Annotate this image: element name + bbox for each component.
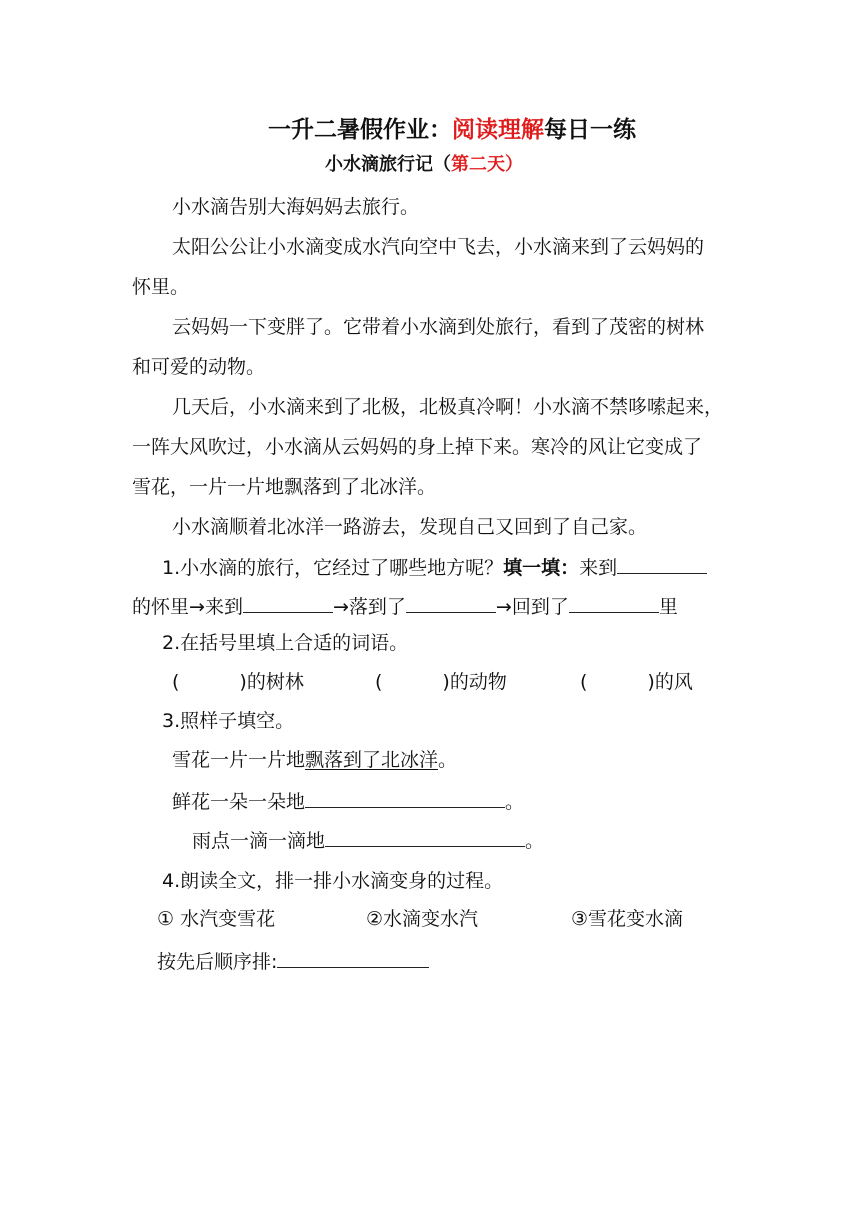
open-paren: ( [580,671,588,693]
raindrops-prompt: 雨点一滴一滴地 [192,830,326,852]
answer-blank-2[interactable] [243,592,333,613]
item-label-forest: 的树林 [246,671,304,693]
question-1-prompt: 1.小水滴的旅行，它经过了哪些地方呢？ [162,557,504,579]
question-2-item-1 [172,670,304,694]
answer-blank-4[interactable] [569,592,659,613]
item-label-wind: 的风 [654,671,693,693]
passage-paragraph-5: 小水滴顺着北冰洋一路游去，发现自己又回到了自己家。 [172,516,648,538]
story-title [325,153,523,177]
fill-in-label: 填一填： [503,557,580,579]
passage-paragraph-3-line-1: 云妈妈一下变胖了。它带着小水滴到处旅行，看到了茂密的树林 [172,316,705,338]
open-paren: ( [375,671,383,693]
question-1-segment-inside: 里 [658,596,678,618]
question-1-segment-return-to: 回到了 [511,596,569,618]
page-title [268,118,636,142]
story-title-day: 第二天） [451,154,523,175]
question-3-line-1 [172,787,524,814]
question-3-line-2 [192,826,544,853]
story-title-main: 小水滴旅行记（ [325,154,451,175]
period: 。 [525,830,545,852]
passage-paragraph-4-line-1: 几天后，小水滴来到了北极，北极真冷啊！小水滴不禁哆嗦起来， [172,396,724,418]
period: 。 [505,791,525,813]
passage-paragraph-4-line-3: 雪花，一片一片地飘落到了北冰洋。 [132,476,437,498]
close-paren: ) [442,671,450,693]
period: 。 [438,749,458,771]
answer-blank-flowers[interactable] [305,787,505,808]
answer-blank-order[interactable] [277,947,429,968]
title-part-3: 每日一练 [544,117,636,143]
item-label-animals: 的动物 [449,671,507,693]
close-paren: ) [647,671,655,693]
question-3-prompt: 3.照样子填空。 [162,710,295,732]
passage-paragraph-2-line-2: 怀里。 [132,276,190,298]
question-3-example [172,748,457,772]
example-underlined-text: 飘落到了北冰洋 [305,749,439,771]
answer-blank-1[interactable] [617,553,707,574]
answer-blank-3[interactable] [406,592,496,613]
passage-paragraph-2-line-1: 太阳公公让小水滴变成水汽向空中飞去，小水滴来到了云妈妈的 [172,236,705,258]
flowers-prompt: 鲜花一朵一朵地 [172,791,306,813]
order-label: 按先后顺序排: [157,951,278,973]
title-highlight: 阅读理解 [452,117,544,143]
passage-paragraph-4-line-2: 一阵大风吹过，小水滴从云妈妈的身上掉下来。寒冷的风让它变成了 [132,436,703,458]
passage-paragraph-1: 小水滴告别大海妈妈去旅行。 [172,196,420,218]
close-paren: ) [239,671,247,693]
question-2-item-3 [580,670,693,694]
question-4-prompt: 4.朗读全文，排一排小水滴变身的过程。 [162,870,504,892]
question-1-come-to: 来到 [579,557,618,579]
passage-paragraph-3-line-2: 和可爱的动物。 [132,356,266,378]
example-plain-text: 雪花一片一片地 [172,749,306,771]
question-1-line-2 [132,592,678,619]
order-line [157,947,429,974]
arrow-icon: → [495,596,512,618]
question-1-line-1 [162,553,707,580]
title-part-1: 一升二暑假作业： [268,117,452,143]
option-1: ① 水汽变雪花 [157,908,276,930]
question-2-prompt: 2.在括号里填上合适的词语。 [162,632,409,654]
open-paren: ( [172,671,180,693]
question-1-segment-arms: 的怀里 [132,596,190,618]
question-2-item-2 [375,670,507,694]
arrow-icon: → [189,596,205,618]
option-2: ②水滴变水汽 [366,908,479,930]
arrow-icon: → [332,596,349,618]
option-3: ③雪花变水滴 [571,908,684,930]
question-1-segment-fall-to: 落到了 [348,596,406,618]
question-1-segment-come-to: 来到 [204,596,243,618]
answer-blank-raindrops[interactable] [325,826,525,847]
